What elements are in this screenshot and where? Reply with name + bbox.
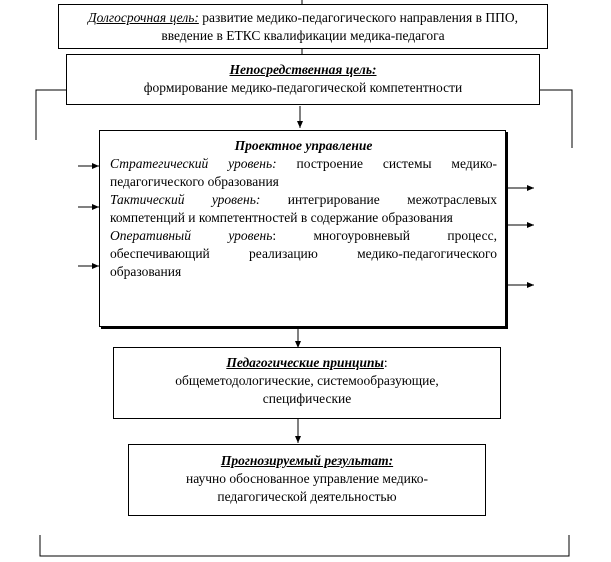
operational-level-label: Оперативный уровень	[110, 228, 273, 243]
tactical-level-text: интегрирование межотраслевых компетенций и компетентностей в содержание образования	[110, 192, 497, 225]
strategic-level-label: Стратегический уровень:	[110, 156, 277, 171]
principles-label: Педагогические принципы	[226, 355, 384, 370]
tactical-level-label: Тактический уровень:	[110, 192, 261, 207]
strategic-level-text: построение системы медико-педагогического образования	[110, 156, 497, 189]
result-box	[128, 444, 486, 516]
operational-level-text: : многоуровневый процесс, обеспечивающий реализацию медико-педагогического образования	[110, 228, 497, 279]
strategic-level	[110, 155, 497, 191]
principles-box	[113, 347, 501, 419]
long-term-goal-text: развитие медико-педагогического направления в ППО, введение в ЕТКС квалификации медика-педагога	[161, 10, 518, 43]
immediate-goal-label: Непосредственная цель:	[229, 62, 377, 77]
long-term-goal-label: Долгосрочная цель:	[88, 10, 199, 25]
left-bracket	[36, 90, 66, 140]
bottom-bracket	[40, 535, 569, 556]
principles-colon: :	[383, 355, 388, 370]
result-label: Прогнозируемый результат:	[220, 453, 394, 468]
right-bracket	[540, 90, 572, 148]
immediate-goal-text: формирование медико-педагогической компетентности	[143, 80, 463, 95]
tactical-level	[110, 191, 497, 227]
long-term-goal-box	[58, 4, 548, 49]
project-management-box	[99, 130, 506, 327]
immediate-goal-box	[66, 54, 540, 105]
principles-text: общеметодологические, системообразующие, специфические	[175, 373, 439, 406]
operational-level	[110, 227, 497, 281]
project-management-title: Проектное управление	[234, 138, 373, 153]
result-text: научно обоснованное управление медико-педагогической деятельностью	[185, 471, 429, 504]
